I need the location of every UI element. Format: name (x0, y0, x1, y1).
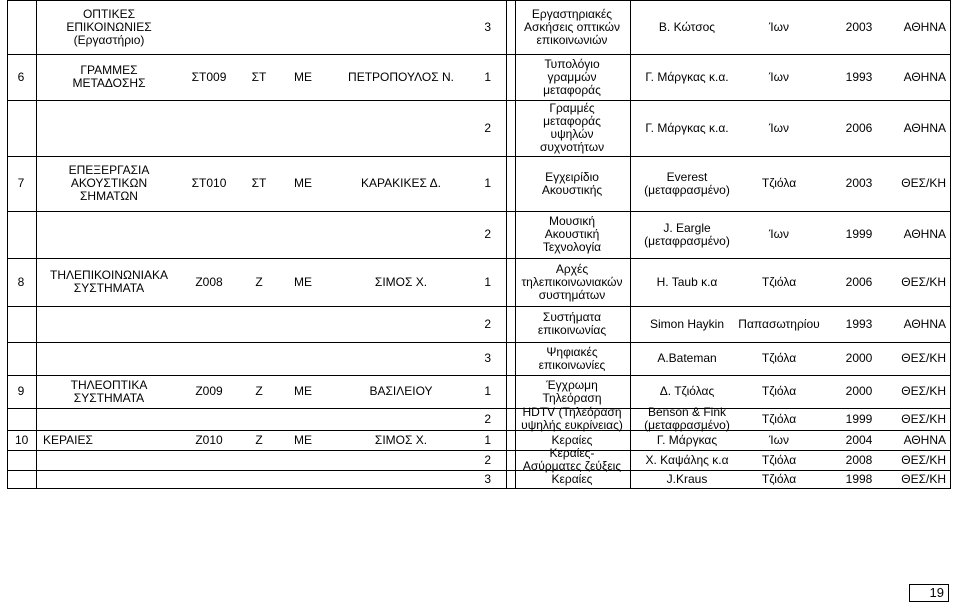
column-rule (36, 0, 37, 489)
cell-city: ΑΘΗΝΑ (903, 227, 946, 241)
cell-bookno: 2 (484, 227, 491, 241)
cell-city: ΑΘΗΝΑ (903, 20, 946, 34)
cell-sem: Ζ (255, 433, 263, 447)
cell-publisher: Τζιόλα (761, 384, 797, 398)
cell-sem: Ζ (255, 275, 263, 289)
cell-course: ΤΗΛΕΠΙΚΟΙΝΩΝΙΑΚΑ ΣΥΣΤΗΜΑΤΑ (50, 268, 168, 295)
cell-teacher: ΣΙΜΟΣ Χ. (374, 275, 428, 289)
cell-year: 2003 (845, 176, 873, 190)
cell-bookno: 2 (484, 453, 491, 467)
cell-title: Κεραίες (551, 472, 593, 486)
row-rule (7, 0, 950, 1)
cell-sem: ΣΤ (251, 70, 267, 84)
column-rule (950, 0, 951, 489)
cell-title: Τυπολόγιο γραμμών μεταφοράς (543, 57, 601, 97)
row-rule (7, 156, 950, 157)
cell-author: Γ. Μάργκας (656, 433, 718, 447)
cell-city: ΘΕΣ/ΚΗ (901, 275, 946, 289)
column-rule (515, 0, 516, 489)
row-rule (7, 306, 950, 307)
cell-publisher: Τζιόλα (761, 351, 797, 365)
cell-type: ΜΕ (294, 176, 312, 190)
cell-title: Κεραίες- Ασύρματες ζεύξεις (522, 446, 622, 473)
row-rule (7, 54, 950, 55)
cell-year: 1999 (845, 412, 873, 426)
cell-city: ΘΕΣ/ΚΗ (901, 453, 946, 467)
cell-title: Μουσική Ακουστική Τεχνολογία (542, 214, 602, 254)
cell-author: A.Bateman (657, 351, 717, 365)
cell-year: 1993 (845, 70, 873, 84)
cell-course: ΚΕΡΑΙΕΣ (43, 433, 93, 447)
cell-no: 7 (17, 176, 25, 190)
cell-code: Ζ008 (195, 275, 223, 289)
cell-publisher: Ίων (769, 121, 789, 135)
cell-author: Γ. Μάργκας κ.α. (645, 70, 729, 84)
cell-bookno: 2 (484, 317, 491, 331)
cell-bookno: 3 (484, 472, 491, 486)
cell-code: ΣΤ010 (191, 176, 227, 190)
cell-year: 2003 (845, 20, 873, 34)
row-rule (7, 211, 950, 212)
cell-teacher: ΚΑΡΑΚΙΚΕΣ Δ. (361, 176, 441, 190)
cell-title: Έγχρωμη Τηλεόραση (542, 378, 602, 405)
cell-bookno: 1 (484, 433, 491, 447)
cell-teacher: ΣΙΜΟΣ Χ. (374, 433, 428, 447)
cell-title: Εγχειρίδιο Ακουστικής (541, 170, 603, 197)
cell-type: ΜΕ (294, 433, 312, 447)
cell-year: 2006 (845, 121, 873, 135)
row-rule (7, 408, 950, 409)
cell-city: ΘΕΣ/ΚΗ (901, 384, 946, 398)
cell-publisher: Παπασωτηρίου (738, 317, 820, 331)
row-rule (7, 258, 950, 259)
column-rule (7, 0, 8, 489)
cell-publisher: Ίων (769, 227, 789, 241)
cell-title: Γραμμές μεταφοράς υψηλών συχνοτήτων (539, 101, 605, 154)
cell-teacher: ΠΕΤΡΟΠΟΥΛΟΣ Ν. (348, 70, 454, 84)
cell-publisher: Ίων (769, 20, 789, 34)
row-rule (7, 470, 950, 471)
cell-year: 2008 (845, 453, 873, 467)
cell-city: ΘΕΣ/ΚΗ (901, 412, 946, 426)
cell-no: 8 (17, 275, 25, 289)
cell-year: 2000 (845, 351, 873, 365)
column-rule (630, 0, 631, 489)
cell-author: Γ. Μάργκας κ.α. (645, 121, 729, 135)
cell-title: Συστήματα επικοινωνίας (537, 310, 607, 337)
cell-no: 6 (17, 70, 25, 84)
cell-code: Ζ009 (195, 384, 223, 398)
cell-author: H. Taub κ.α (656, 275, 718, 289)
cell-author: Simon Haykin (649, 317, 725, 331)
row-rule (7, 375, 950, 376)
cell-bookno: 2 (484, 412, 491, 426)
cell-author: Β. Κώτσος (658, 20, 716, 34)
column-rule (506, 0, 507, 489)
cell-course: ΕΠΕΞΕΡΓΑΣΙΑ ΑΚΟΥΣΤΙΚΩΝ ΣΗΜΑΤΩΝ (68, 163, 150, 203)
row-rule (7, 430, 950, 431)
row-rule (7, 450, 950, 451)
cell-type: ΜΕ (294, 70, 312, 84)
cell-title: Αρχές τηλεπικοινωνιακών συστημάτων (521, 262, 623, 302)
cell-code: ΣΤ009 (191, 70, 227, 84)
cell-city: ΑΘΗΝΑ (903, 433, 946, 447)
cell-author: J. Eargle (μεταφρασμένο) (644, 221, 730, 248)
cell-publisher: Τζιόλα (761, 453, 797, 467)
cell-publisher: Ίων (769, 433, 789, 447)
cell-title: Ψηφιακές επικοινωνίες (538, 345, 606, 372)
cell-course: ΟΠΤΙΚΕΣ ΕΠΙΚΟΙΝΩΝΙΕΣ (Εργαστήριο) (66, 7, 152, 47)
row-rule (7, 100, 950, 101)
cell-title: HDTV (Τηλεόραση υψηλής ευκρίνειας) (521, 405, 623, 432)
cell-code: Ζ010 (195, 433, 223, 447)
cell-year: 1998 (845, 472, 873, 486)
cell-year: 2004 (845, 433, 873, 447)
cell-publisher: Τζιόλα (761, 176, 797, 190)
cell-no: 9 (17, 384, 25, 398)
cell-author: J.Kraus (666, 472, 708, 486)
cell-bookno: 1 (484, 275, 491, 289)
cell-type: ΜΕ (294, 275, 312, 289)
cell-bookno: 3 (484, 351, 491, 365)
cell-course: ΓΡΑΜΜΕΣ ΜΕΤΑΔΟΣΗΣ (72, 63, 146, 90)
cell-bookno: 1 (484, 384, 491, 398)
cell-bookno: 2 (484, 121, 491, 135)
cell-publisher: Ίων (769, 70, 789, 84)
cell-author: Χ. Καψάλης κ.α (645, 453, 729, 467)
cell-sem: ΣΤ (251, 176, 267, 190)
cell-bookno: 1 (484, 70, 491, 84)
cell-city: ΑΘΗΝΑ (903, 317, 946, 331)
cell-city: ΘΕΣ/ΚΗ (901, 176, 946, 190)
cell-year: 2000 (845, 384, 873, 398)
cell-year: 2006 (845, 275, 873, 289)
cell-type: ΜΕ (294, 384, 312, 398)
cell-title: Εργαστηριακές Ασκήσεις οπτικών επικοινωνιών (523, 7, 621, 47)
cell-sem: Ζ (255, 384, 263, 398)
cell-author: Δ. Τζιόλας (659, 384, 715, 398)
row-rule (7, 488, 950, 489)
cell-year: 1999 (845, 227, 873, 241)
cell-publisher: Τζιόλα (761, 472, 797, 486)
cell-course: ΤΗΛΕΟΠΤΙΚΑ ΣΥΣΤΗΜΑΤΑ (70, 378, 148, 405)
cell-author: Everest (μεταφρασμένο) (644, 170, 730, 197)
cell-bookno: 1 (484, 176, 491, 190)
cell-city: ΑΘΗΝΑ (903, 121, 946, 135)
cell-teacher: ΒΑΣΙΛΕΙΟΥ (369, 384, 433, 398)
cell-publisher: Τζιόλα (761, 412, 797, 426)
cell-author: Benson & Fink (μεταφρασμένο) (644, 405, 730, 432)
cell-city: ΘΕΣ/ΚΗ (901, 472, 946, 486)
cell-city: ΑΘΗΝΑ (903, 70, 946, 84)
cell-title: Κεραίες (551, 433, 593, 447)
cell-city: ΘΕΣ/ΚΗ (901, 351, 946, 365)
course-book-table (7, 0, 950, 486)
cell-year: 1993 (845, 317, 873, 331)
page-number: 19 (909, 584, 949, 602)
row-rule (7, 342, 950, 343)
cell-no: 10 (15, 433, 29, 447)
cell-bookno: 3 (484, 20, 491, 34)
cell-publisher: Τζιόλα (761, 275, 797, 289)
